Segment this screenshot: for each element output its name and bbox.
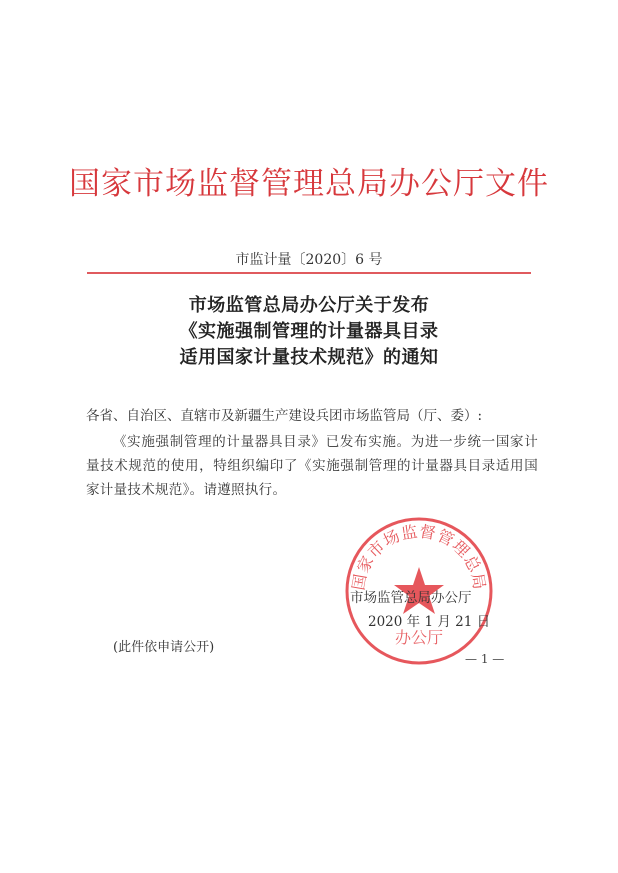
notice-title: [0, 293, 618, 371]
notice-title-line-3: 适用国家计量技术规范》的通知: [179, 347, 439, 368]
page-number: — 1 —: [465, 652, 505, 666]
document-number: 市监计量〔2020〕6 号: [235, 252, 383, 268]
svg-text:办公厅: 办公厅: [394, 628, 444, 647]
issuing-office-title: 国家市场监督管理总局办公厅文件: [69, 166, 549, 202]
disclosure-note: (此件依申请公开): [113, 640, 215, 655]
signature-organization: 市场监管总局办公厅: [350, 590, 472, 606]
red-divider-line: [87, 272, 531, 274]
notice-title-line-1: 市场监管总局办公厅关于发布: [188, 295, 430, 316]
notice-title-line-2: 《实施强制管理的计量器具目录: [179, 321, 439, 342]
signing-date: 2020 年 1 月 21 日: [368, 614, 491, 630]
addressee-line: 各省、自治区、直辖市及新疆生产建设兵团市场监管局（厅、委）:: [86, 408, 483, 424]
body-paragraph: 《实施强制管理的计量器具目录》已发布实施。为进一步统一国家计量技术规范的使用，特组织编印了《实施强制管理的计量器具目录适用国家计量技术规范》。请遵照执行。: [86, 434, 538, 498]
svg-text:国家市场监督管理总局: 国家市场监督管理总局: [348, 521, 490, 592]
